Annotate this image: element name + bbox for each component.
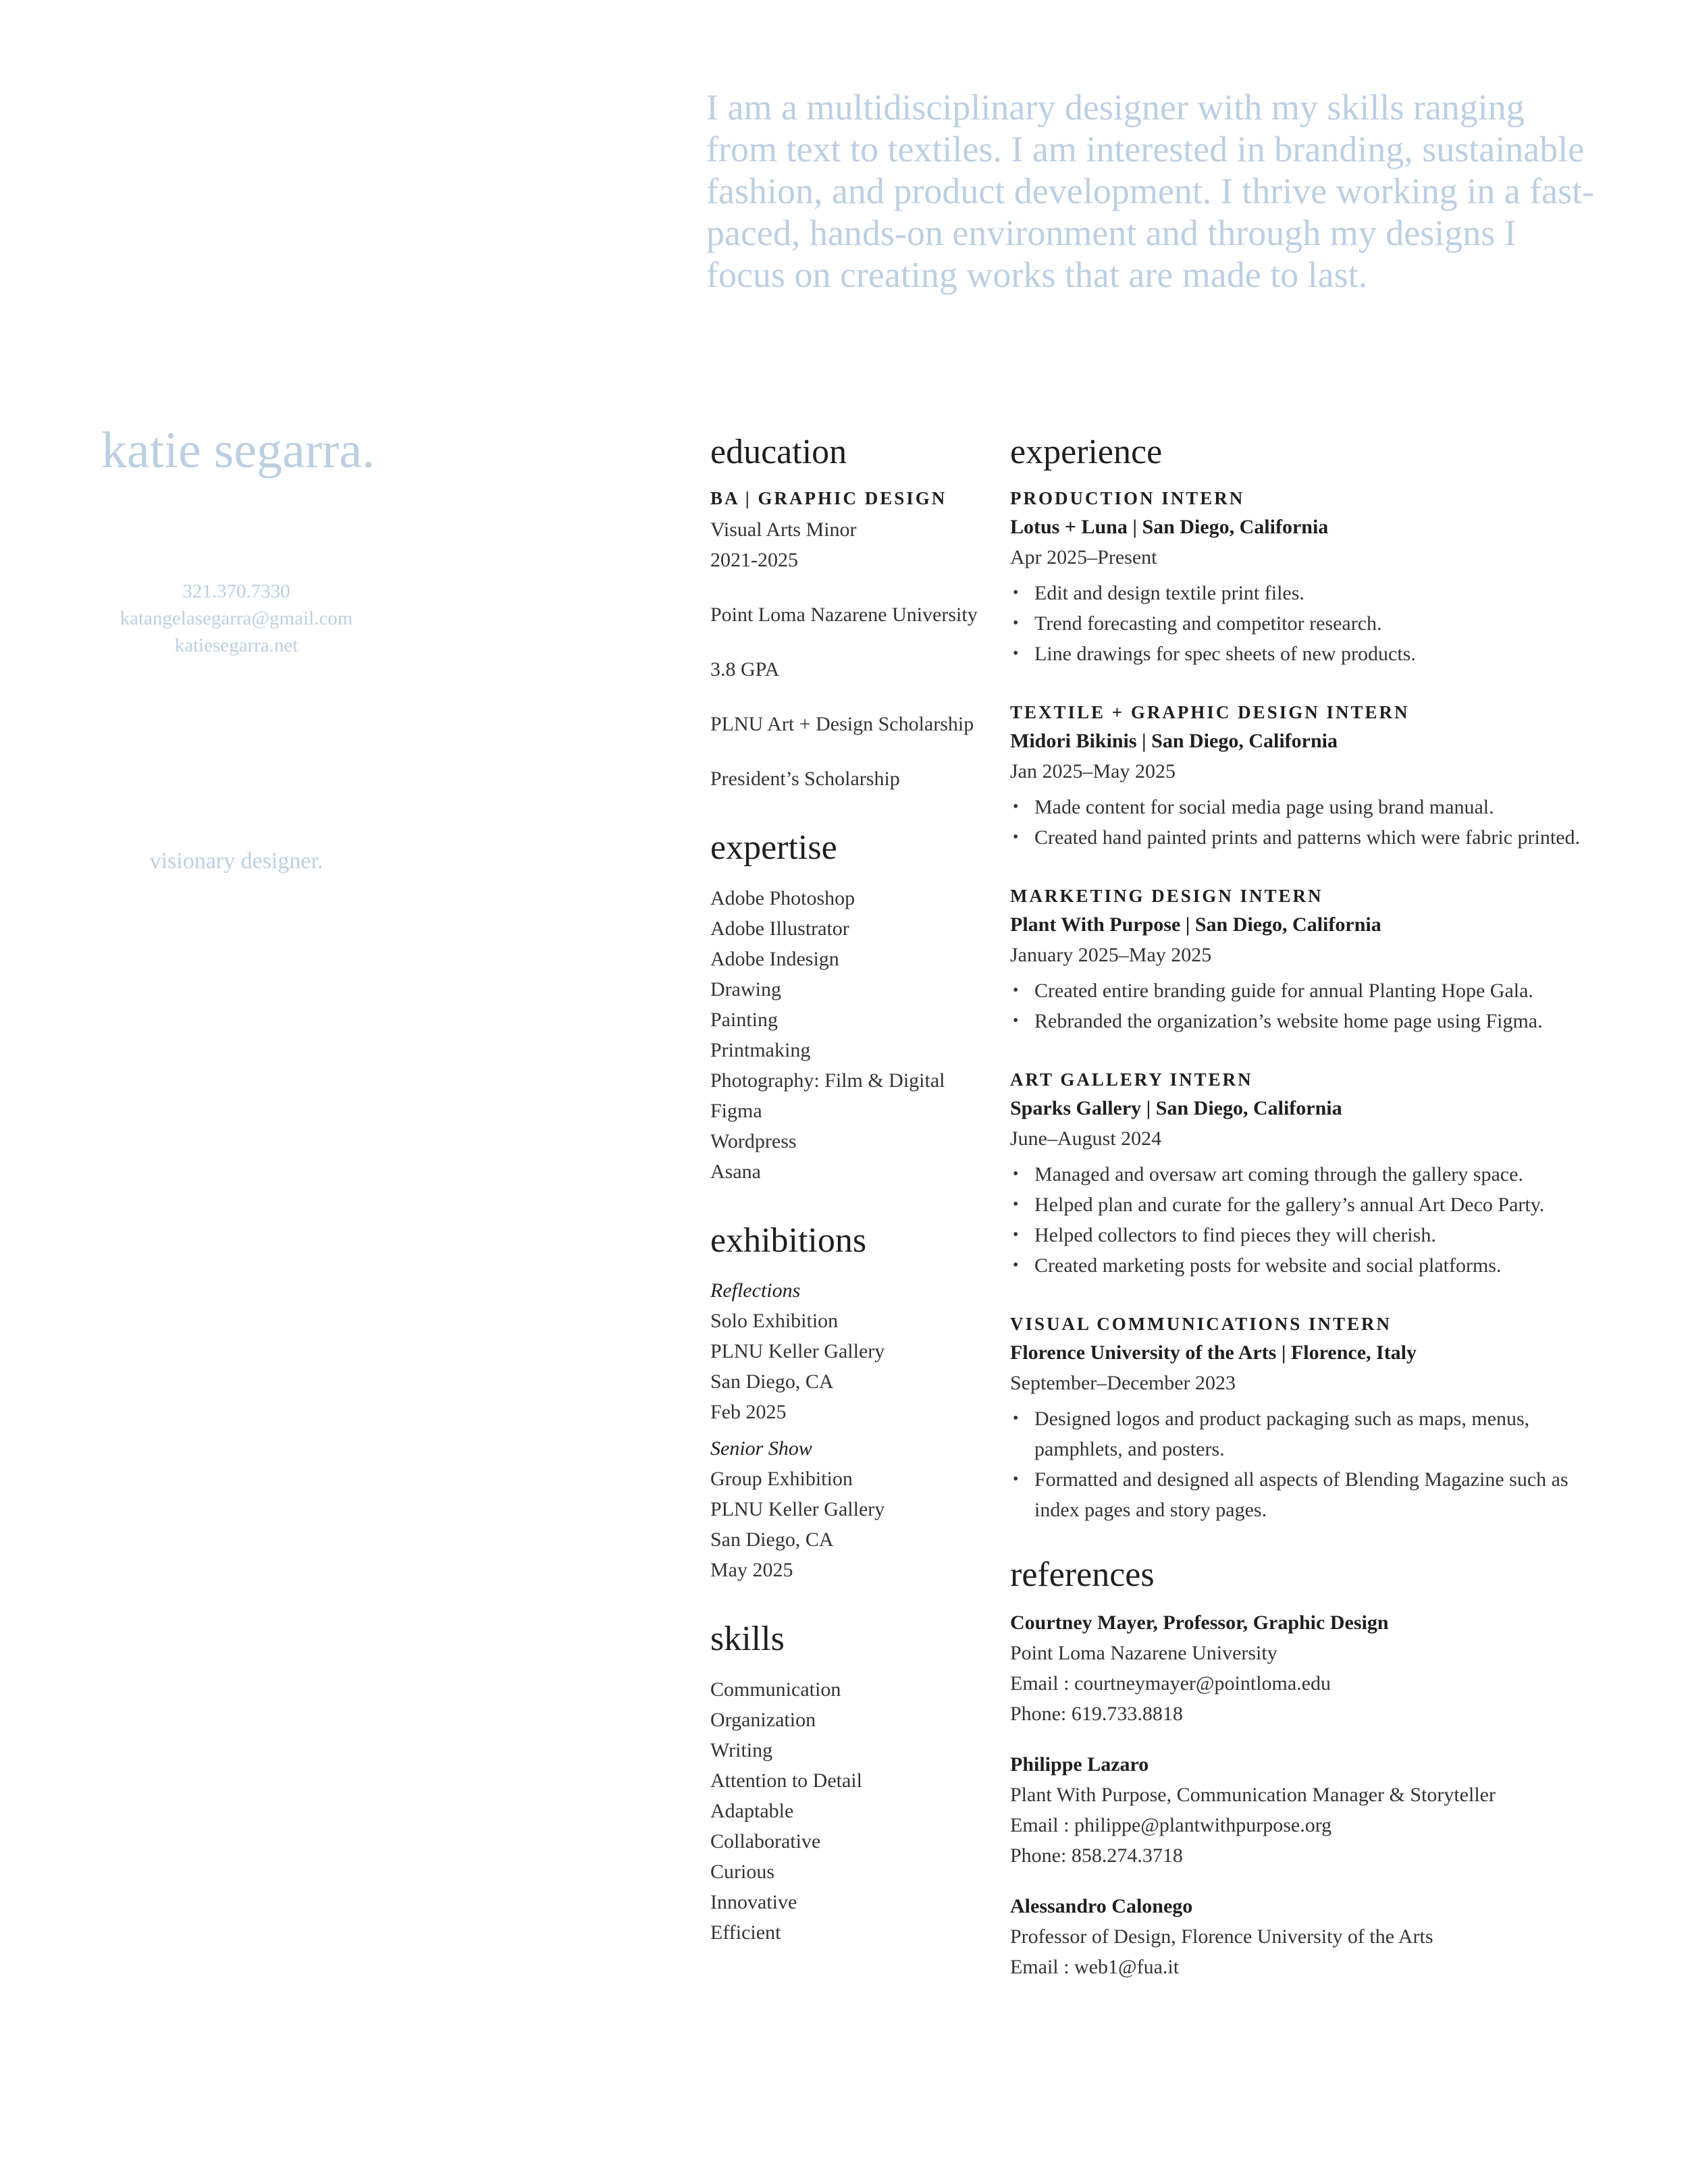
exhibition-venue: PLNU Keller Gallery: [710, 1340, 885, 1362]
name-title: katie segarra.: [101, 422, 375, 479]
bullet-item: • Designed logos and product packaging such as maps, menus, pamphlets, and posters.: [1010, 1404, 1604, 1464]
bullet-item: • Formatted and designed all aspects of Blending Magazine such as index pages and story pages.: [1010, 1464, 1604, 1525]
minor: Visual Arts Minor: [710, 518, 857, 541]
exhibition-venue: PLNU Keller Gallery: [710, 1498, 885, 1520]
experience-section: [1010, 432, 1604, 1525]
list-item: Adaptable: [710, 1800, 794, 1822]
reference-name: Philippe Lazaro: [1010, 1753, 1149, 1776]
job-entry: [1010, 882, 1604, 1036]
list-item: Wordpress: [710, 1130, 797, 1152]
job-bullets: [1010, 578, 1604, 669]
list-item: Asana: [710, 1161, 761, 1183]
job-company: Sparks Gallery | San Diego, California: [1010, 1097, 1342, 1119]
list-item: Adobe Photoshop: [710, 887, 855, 909]
right-column: [1010, 432, 1604, 2002]
job-title: MARKETING DESIGN INTERN: [1010, 886, 1323, 906]
list-item: Writing: [710, 1739, 773, 1761]
email-link[interactable]: katangelasegarra@gmail.com: [120, 608, 353, 629]
reference-org: Professor of Design, Florence University of the Arts: [1010, 1925, 1433, 1948]
scholarship-2: President’s Scholarship: [710, 768, 900, 790]
reference-email[interactable]: Email : philippe@plantwithpurpose.org: [1010, 1814, 1332, 1836]
exhibition-entry: [710, 1434, 987, 1585]
job-entry: [1010, 1310, 1604, 1525]
experience-heading: experience: [1010, 433, 1163, 471]
list-item: Adobe Illustrator: [710, 917, 849, 940]
school: Point Loma Nazarene University: [710, 604, 978, 626]
skills-list: [710, 1674, 987, 1948]
list-item: Painting: [710, 1009, 779, 1031]
job-bullets: [1010, 976, 1604, 1036]
tagline: visionary designer.: [149, 849, 323, 874]
exhibition-date: Feb 2025: [710, 1401, 787, 1423]
job-dates: June–August 2024: [1010, 1127, 1162, 1150]
list-item: Organization: [710, 1709, 816, 1731]
reference-phone: Phone: 858.274.3718: [1010, 1844, 1183, 1867]
bullet-item: • Helped collectors to find pieces they will cherish.: [1010, 1220, 1604, 1250]
education-years: 2021-2025: [710, 549, 798, 571]
list-item: Curious: [710, 1861, 775, 1883]
reference-org: Point Loma Nazarene University: [1010, 1642, 1277, 1664]
references-heading: references: [1010, 1555, 1155, 1594]
job-bullets: [1010, 792, 1604, 853]
reference-email[interactable]: Email : web1@fua.it: [1010, 1956, 1180, 1978]
bullet-item: • Made content for social media page using brand manual.: [1010, 792, 1604, 822]
job-bullets: [1010, 1159, 1604, 1281]
job-entry: [1010, 699, 1604, 853]
exhibition-city: San Diego, CA: [710, 1370, 834, 1393]
expertise-heading: expertise: [710, 828, 837, 867]
reference-entry: [1010, 1749, 1604, 1871]
list-item: Figma: [710, 1100, 762, 1122]
references-section: [1010, 1555, 1604, 1982]
list-item: Collaborative: [710, 1830, 821, 1853]
bullet-item: • Created marketing posts for website and social platforms.: [1010, 1250, 1604, 1281]
list-item: Innovative: [710, 1891, 797, 1913]
reference-name: Courtney Mayer, Professor, Graphic Design: [1010, 1612, 1389, 1634]
education-heading: education: [710, 433, 847, 471]
job-title: VISUAL COMMUNICATIONS INTERN: [1010, 1314, 1392, 1334]
list-item: Efficient: [710, 1921, 781, 1944]
job-title: PRODUCTION INTERN: [1010, 488, 1245, 508]
job-entry: [1010, 485, 1604, 669]
exhibition-city: San Diego, CA: [710, 1528, 834, 1551]
exhibition-title: Senior Show: [710, 1437, 812, 1460]
exhibition-type: Solo Exhibition: [710, 1310, 839, 1332]
skills-section: [710, 1619, 987, 1948]
reference-entry: [1010, 1607, 1604, 1729]
job-company: Florence University of the Arts | Florence, Italy: [1010, 1341, 1417, 1364]
contact-block: [74, 578, 398, 659]
degree: BA | GRAPHIC DESIGN: [710, 488, 947, 508]
website-link[interactable]: katiesegarra.net: [174, 635, 298, 656]
bullet-item: • Created hand painted prints and patterns which were fabric printed.: [1010, 822, 1604, 853]
exhibition-entry: [710, 1276, 987, 1427]
list-item: Printmaking: [710, 1039, 811, 1061]
exhibition-title: Reflections: [710, 1279, 801, 1302]
job-dates: January 2025–May 2025: [1010, 944, 1212, 966]
education-section: [710, 432, 987, 794]
phone-number: 321.370.7330: [182, 581, 290, 602]
list-item: Drawing: [710, 978, 781, 1001]
job-dates: Apr 2025–Present: [1010, 546, 1157, 568]
reference-name: Alessandro Calonego: [1010, 1895, 1193, 1917]
expertise-section: [710, 828, 987, 1187]
job-dates: September–December 2023: [1010, 1372, 1236, 1394]
job-company: Midori Bikinis | San Diego, California: [1010, 730, 1338, 752]
bullet-item: • Helped plan and curate for the gallery’s annual Art Deco Party.: [1010, 1190, 1604, 1220]
job-company: Plant With Purpose | San Diego, California: [1010, 913, 1381, 936]
job-company: Lotus + Luna | San Diego, California: [1010, 516, 1329, 538]
bullet-item: • Managed and oversaw art coming through the gallery space.: [1010, 1159, 1604, 1190]
expertise-list: [710, 883, 987, 1187]
reference-phone: Phone: 619.733.8818: [1010, 1703, 1183, 1725]
gpa: 3.8 GPA: [710, 658, 780, 681]
skills-heading: skills: [710, 1620, 785, 1658]
exhibitions-heading: exhibitions: [710, 1221, 867, 1260]
bullet-item: • Trend forecasting and competitor research.: [1010, 608, 1604, 639]
list-item: Communication: [710, 1678, 841, 1701]
bullet-item: • Rebranded the organization’s website home page using Figma.: [1010, 1006, 1604, 1036]
bullet-item: • Edit and design textile print files.: [1010, 578, 1604, 608]
job-bullets: [1010, 1404, 1604, 1525]
job-title: TEXTILE + GRAPHIC DESIGN INTERN: [1010, 702, 1410, 722]
reference-org: Plant With Purpose, Communication Manager & Storyteller: [1010, 1784, 1496, 1806]
bullet-item: • Created entire branding guide for annual Planting Hope Gala.: [1010, 976, 1604, 1006]
middle-column: [710, 432, 987, 1948]
list-item: Adobe Indesign: [710, 948, 839, 970]
intro-statement: I am a multidisciplinary designer with my skills ranging from text to textiles. I am interested in branding, sustainable fashion, and product development. I thrive working in a fast-paced, hands-on environment and through my designs I focus on creating works that are made to last.: [706, 87, 1595, 295]
job-title: ART GALLERY INTERN: [1010, 1069, 1253, 1090]
reference-email[interactable]: Email : courtneymayer@pointloma.edu: [1010, 1672, 1331, 1695]
exhibitions-section: [710, 1221, 987, 1585]
job-entry: [1010, 1066, 1604, 1281]
exhibition-type: Group Exhibition: [710, 1468, 853, 1490]
list-item: Attention to Detail: [710, 1769, 862, 1792]
reference-entry: [1010, 1891, 1604, 1982]
bullet-item: • Line drawings for spec sheets of new products.: [1010, 639, 1604, 669]
job-dates: Jan 2025–May 2025: [1010, 760, 1176, 782]
exhibition-date: May 2025: [710, 1559, 793, 1581]
list-item: Photography: Film & Digital: [710, 1069, 945, 1092]
scholarship-1: PLNU Art + Design Scholarship: [710, 713, 974, 735]
